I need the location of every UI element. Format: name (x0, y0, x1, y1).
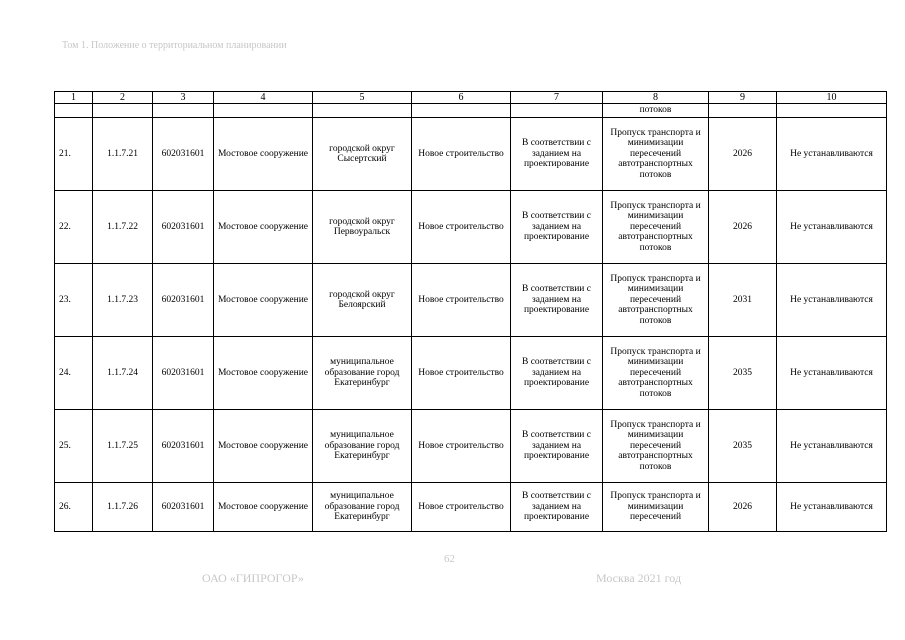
cell-purpose: Пропуск транспорта и минимизации пересечений автотранспортных потоков (603, 337, 709, 410)
cell-year: 2035 (709, 410, 777, 483)
column-header: 9 (709, 92, 777, 104)
cell-id: 602031601 (153, 118, 214, 191)
cell-kind: Новое строительство (412, 118, 511, 191)
continuation-cell: потоков (603, 104, 709, 118)
cell-zone: Не устанавливаются (777, 264, 887, 337)
cell-purpose: Пропуск транспорта и минимизации пересечений автотранспортных потоков (603, 118, 709, 191)
cell-year: 2031 (709, 264, 777, 337)
table-row (55, 118, 887, 191)
cell-code: 1.1.7.22 (93, 191, 153, 264)
cell-purpose: Пропуск транспорта и минимизации пересечений автотранспортных потоков (603, 191, 709, 264)
cell-zone: Не устанавливаются (777, 410, 887, 483)
cell-year: 2026 (709, 118, 777, 191)
cell-purpose: Пропуск транспорта и минимизации пересечений (603, 483, 709, 532)
cell-location: городской округ Первоуральск (313, 191, 412, 264)
column-header: 6 (412, 92, 511, 104)
cell-kind: Новое строительство (412, 410, 511, 483)
column-header: 4 (214, 92, 313, 104)
cell-location: городской округ Белоярский (313, 264, 412, 337)
column-header: 7 (511, 92, 603, 104)
cell-code: 1.1.7.21 (93, 118, 153, 191)
cell-location: муниципальное образование город Екатеринбург (313, 483, 412, 532)
cell-id: 602031601 (153, 337, 214, 410)
cell-year: 2035 (709, 337, 777, 410)
column-header: 8 (603, 92, 709, 104)
cell-params: В соответствии с заданием на проектирование (511, 191, 603, 264)
cell-n: 21. (55, 118, 93, 191)
cell-kind: Новое строительство (412, 337, 511, 410)
cell-id: 602031601 (153, 191, 214, 264)
column-header: 2 (93, 92, 153, 104)
cell-id: 602031601 (153, 483, 214, 532)
column-header: 3 (153, 92, 214, 104)
footer-city-year: Москва 2021 год (596, 571, 682, 585)
cell-kind: Новое строительство (412, 264, 511, 337)
cell-year: 2026 (709, 191, 777, 264)
table-row (55, 410, 887, 483)
column-header: 10 (777, 92, 887, 104)
cell-code: 1.1.7.24 (93, 337, 153, 410)
objects-table (54, 91, 887, 532)
table-row (55, 264, 887, 337)
table-header-row (55, 92, 887, 104)
cell-params: В соответствии с заданием на проектирование (511, 118, 603, 191)
column-header: 5 (313, 92, 412, 104)
cell-location: муниципальное образование город Екатеринбург (313, 410, 412, 483)
cell-code: 1.1.7.23 (93, 264, 153, 337)
cell-params: В соответствии с заданием на проектирование (511, 337, 603, 410)
cell-type: Мостовое сооружение (214, 118, 313, 191)
cell-type: Мостовое сооружение (214, 337, 313, 410)
cell-n: 24. (55, 337, 93, 410)
cell-params: В соответствии с заданием на проектирование (511, 264, 603, 337)
cell-zone: Не устанавливаются (777, 191, 887, 264)
cell-zone: Не устанавливаются (777, 337, 887, 410)
footer-company: ОАО «ГИПРОГОР» (202, 571, 304, 585)
cell-type: Мостовое сооружение (214, 410, 313, 483)
cell-kind: Новое строительство (412, 483, 511, 532)
cell-purpose: Пропуск транспорта и минимизации пересечений автотранспортных потоков (603, 264, 709, 337)
cell-params: В соответствии с заданием на проектирование (511, 410, 603, 483)
cell-type: Мостовое сооружение (214, 191, 313, 264)
cell-zone: Не устанавливаются (777, 118, 887, 191)
cell-location: городской округ Сысертский (313, 118, 412, 191)
page-number: 62 (444, 553, 455, 565)
cell-id: 602031601 (153, 410, 214, 483)
table-row (55, 337, 887, 410)
page-header: Том 1. Положение о территориальном планировании (62, 40, 287, 51)
table-row (55, 191, 887, 264)
continuation-row (55, 104, 887, 118)
cell-year: 2026 (709, 483, 777, 532)
cell-type: Мостовое сооружение (214, 264, 313, 337)
column-header: 1 (55, 92, 93, 104)
cell-n: 25. (55, 410, 93, 483)
cell-params: В соответствии с заданием на проектирование (511, 483, 603, 532)
cell-code: 1.1.7.26 (93, 483, 153, 532)
cell-type: Мостовое сооружение (214, 483, 313, 532)
cell-n: 26. (55, 483, 93, 532)
cell-n: 22. (55, 191, 93, 264)
cell-location: муниципальное образование город Екатеринбург (313, 337, 412, 410)
table-row (55, 483, 887, 532)
cell-kind: Новое строительство (412, 191, 511, 264)
cell-zone: Не устанавливаются (777, 483, 887, 532)
cell-code: 1.1.7.25 (93, 410, 153, 483)
cell-purpose: Пропуск транспорта и минимизации пересечений автотранспортных потоков (603, 410, 709, 483)
cell-n: 23. (55, 264, 93, 337)
cell-id: 602031601 (153, 264, 214, 337)
